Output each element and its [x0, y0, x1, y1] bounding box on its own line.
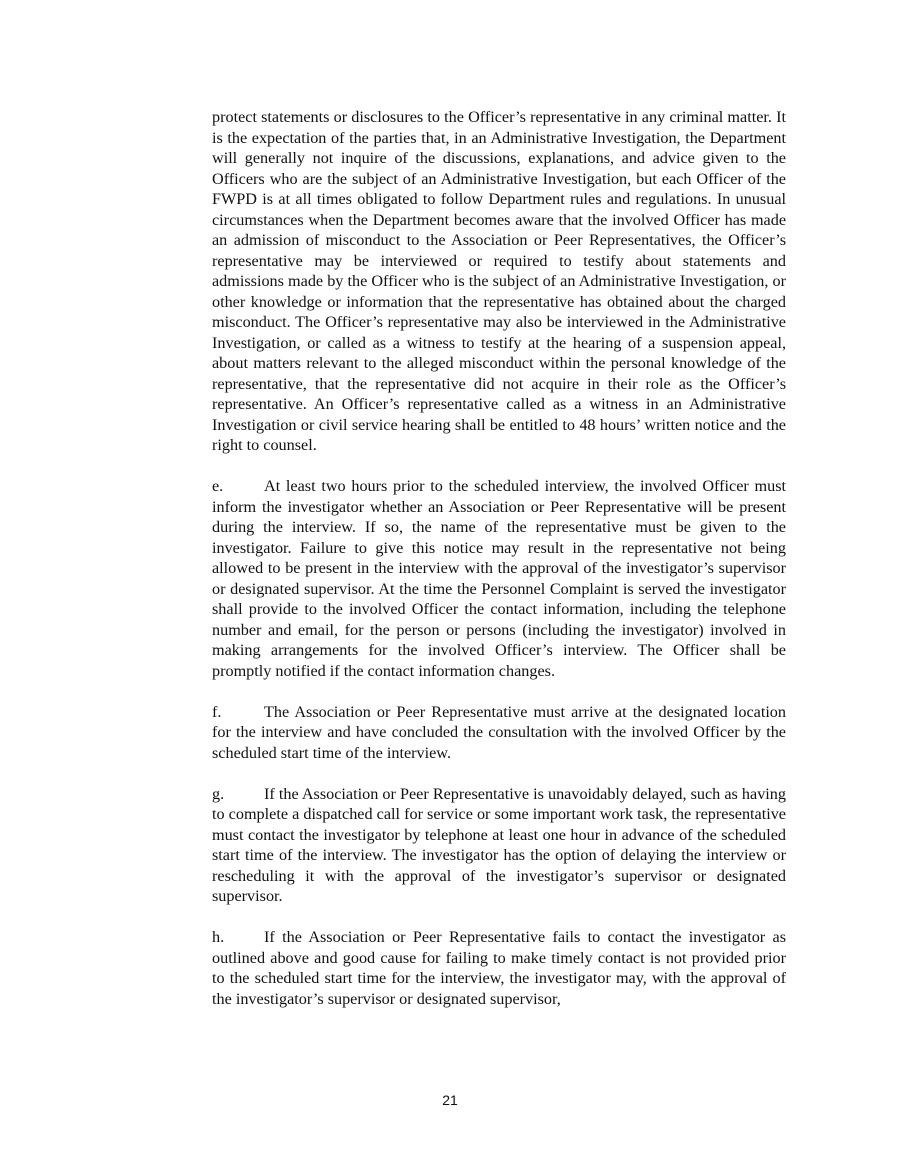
body-text [212, 107, 786, 1030]
paragraph-e [212, 476, 786, 681]
paragraph-text: If the Association or Peer Representative is unavoidably delayed, such as having to complete a dispatched call for service or some important work task, the representative must contact the investigator by telephone at least one hour in advance of the scheduled start time of the interview. The investigator has the option of delaying the interview or rescheduling it with the approval of the investigator’s supervisor or designated supervisor. [212, 784, 786, 905]
paragraph-h [212, 927, 786, 1009]
paragraph-label: f. [212, 702, 222, 721]
paragraph-text: protect statements or disclosures to the Officer’s representative in any criminal matter. It is the expectation of the parties that, in an Administrative Investigation, the Department will generally not inquire of the discussions, explanations, and advice given to the Officers who are the subject of an Administrative Investigation, but each Officer of the FWPD is at all times obligated to follow Department rules and regulations. In unusual circumstances when the Department becomes aware that the involved Officer has made an admission of misconduct to the Association or Peer Representatives, the Officer’s representative may be interviewed or required to testify about statements and admissions made by the Officer who is the subject of an Administrative Investigation, or other knowledge or information that the representative has obtained about the charged misconduct. The Officer’s representative may also be interviewed in the Administrative Investigation, or called as a witness to testify at the hearing of a suspension appeal, about matters relevant to the alleged misconduct within the personal knowledge of the representative, that the representative did not acquire in their role as the Officer’s representative. An Officer’s representative called as a witness in an Administrative Investigation or civil service hearing shall be entitled to 48 hours’ written notice and the right to counsel. [212, 108, 786, 454]
paragraph-label: h. [212, 928, 225, 946]
paragraph-text: The Association or Peer Representative must arrive at the designated location for the interview and have concluded the consultation with the involved Officer by the scheduled start time of the interview. [212, 702, 786, 762]
paragraph-text: At least two hours prior to the scheduled interview, the involved Officer must inform the investigator whether an Association or Peer Representative will be present during the interview. If so, the name of the representative must be given to the investigator. Failure to give this notice may result in the representative not being allowed to be present in the interview with the approval of the investigator’s supervisor or designated supervisor. At the time the Personnel Complaint is served the investigator shall provide to the involved Officer the contact information, including the telephone number and email, for the person or persons (including the investigator) involved in making arrangements for the involved Officer’s interview. The Officer shall be promptly notified if the contact information changes. [212, 477, 786, 680]
paragraph-g [212, 784, 786, 907]
paragraph-label: e. [212, 477, 224, 495]
paragraph-f [212, 702, 786, 764]
page-number: 21 [442, 1092, 458, 1108]
paragraph-label: g. [212, 784, 225, 803]
paragraph-text: If the Association or Peer Representative fails to contact the investigator as outlined above and good cause for failing to make timely contact is not provided prior to the scheduled start time for the interview, the investigator may, with the approval of the investigator’s supervisor or designated supervisor, [212, 928, 786, 1008]
paragraph-continued [212, 107, 786, 456]
